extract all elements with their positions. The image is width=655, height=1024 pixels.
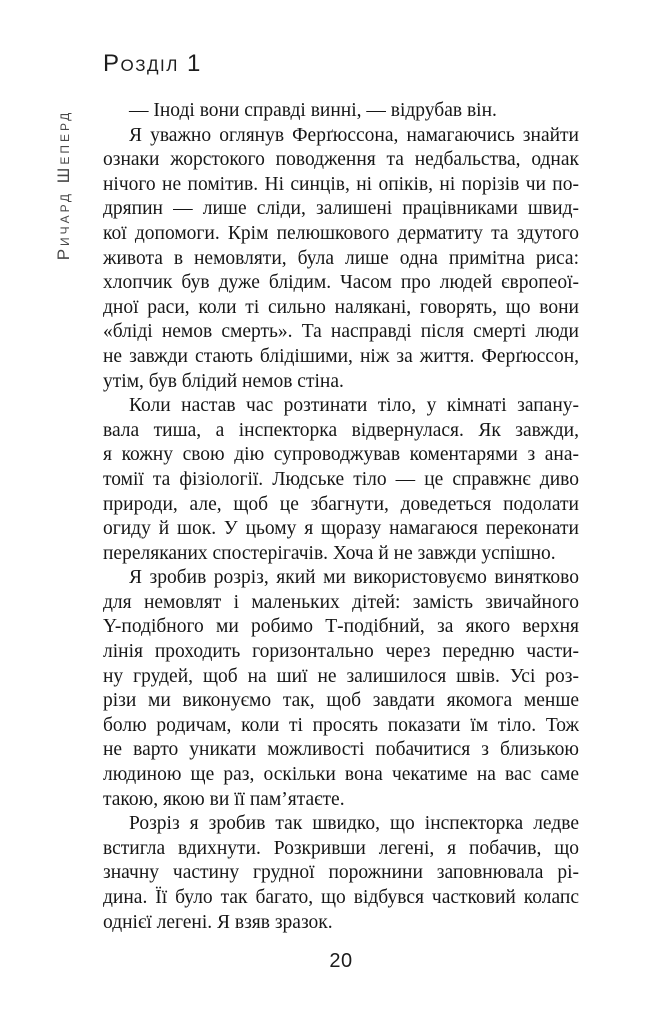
paragraph <box>103 124 579 395</box>
text-line: огиду й шок. У цьому я щоразу намагаюся переконати <box>103 518 579 540</box>
text-line: дина. Її було так багато, що відбувся частковий колапс <box>103 887 579 908</box>
paragraph <box>103 812 579 935</box>
text-line: людиною ще раз, оскільки вона чекатиме на вас саме <box>103 764 579 786</box>
text-line: лінія проходить горизонтально через передню части- <box>103 641 579 663</box>
text-line: вала тиша, а інспекторка відвернулася. Як завжди, <box>103 419 579 441</box>
text-line: утім, був блідий немов стіна. <box>103 370 344 392</box>
text-line: переляканих спостерігачів. Хоча й не завжди успішно. <box>103 542 556 564</box>
paragraph <box>103 566 579 812</box>
author-sidebar <box>46 95 82 275</box>
text-line: живота в немовляти, була лише одна примітна риса: <box>103 247 579 269</box>
text-line: ознаки жорстокого поводження та недбальства, однак <box>103 149 579 171</box>
text-line: різи ми виконуємо так, щоб завдати якомога менше <box>103 690 579 712</box>
text-line: — Іноді вони справді винні, — відрубав він. <box>129 100 497 121</box>
text-line: Я зробив розріз, який ми використовуємо винятково <box>129 567 579 589</box>
chapter-header: Розділ 1 <box>103 50 202 77</box>
text-line: дряпин — лише сліди, залишені працівниками швид- <box>103 198 579 220</box>
text-line: такою, якою ви її пам’ятаєте. <box>103 788 345 810</box>
text-line: Y-подібного ми робимо Т-подібний, за якого верхня <box>103 616 579 638</box>
text-line: Я уважно оглянув Ферґюссона, намагаючись знайти <box>129 124 579 146</box>
text-line: Коли настав час розтинати тіло, у кімнаті запану- <box>129 395 579 417</box>
text-line: дної раси, коли ті сильно налякані, говорять, що вони <box>103 296 579 318</box>
paragraph <box>103 394 579 566</box>
text-line: я кожну свою дію супроводжував коментарями з ана- <box>103 444 579 466</box>
text-line: встигла вдихнути. Розкривши легені, я побачив, що <box>103 837 579 859</box>
text-line: не варто уникати можливості побачитися з близькою <box>103 739 579 761</box>
text-line: значну частину грудної порожнини заповнювала рі- <box>103 862 579 884</box>
text-line: кої допомоги. Крім пелюшкового дерматиту та здутого <box>103 222 579 244</box>
text-line: природи, але, щоб це збагнути, доведеться подолати <box>103 493 579 515</box>
text-block <box>103 99 579 935</box>
text-line: нічого не помітив. Ні синців, ні опіків, ні порізів чи по- <box>103 173 579 195</box>
text-line: ну грудей, щоб на шиї не залишилося швів. Усі роз- <box>103 665 579 687</box>
text-line: хлопчик був дуже блідим. Часом про людей європеої- <box>103 272 579 294</box>
text-line: однієї легені. Я взяв зразок. <box>103 911 333 933</box>
text-line: Розріз я зробив так швидко, що інспекторка ледве <box>129 813 579 835</box>
text-line: не завжди стають блідішими, ніж за життя. Ферґюссон, <box>103 345 579 367</box>
author-name-vertical: Ричард Шеперд <box>54 109 73 261</box>
text-line: томії та фізіології. Людське тіло — це справжнє диво <box>103 468 579 490</box>
paragraph <box>103 99 579 124</box>
text-line: «бліді немов смерть». Та насправді після смерті люди <box>103 321 579 343</box>
page-number: 20 <box>329 950 353 972</box>
text-line: для немовлят і маленьких дітей: замість звичайного <box>103 591 579 613</box>
text-line: болю родичам, коли ті просять показати їм тіло. Тож <box>103 714 579 736</box>
